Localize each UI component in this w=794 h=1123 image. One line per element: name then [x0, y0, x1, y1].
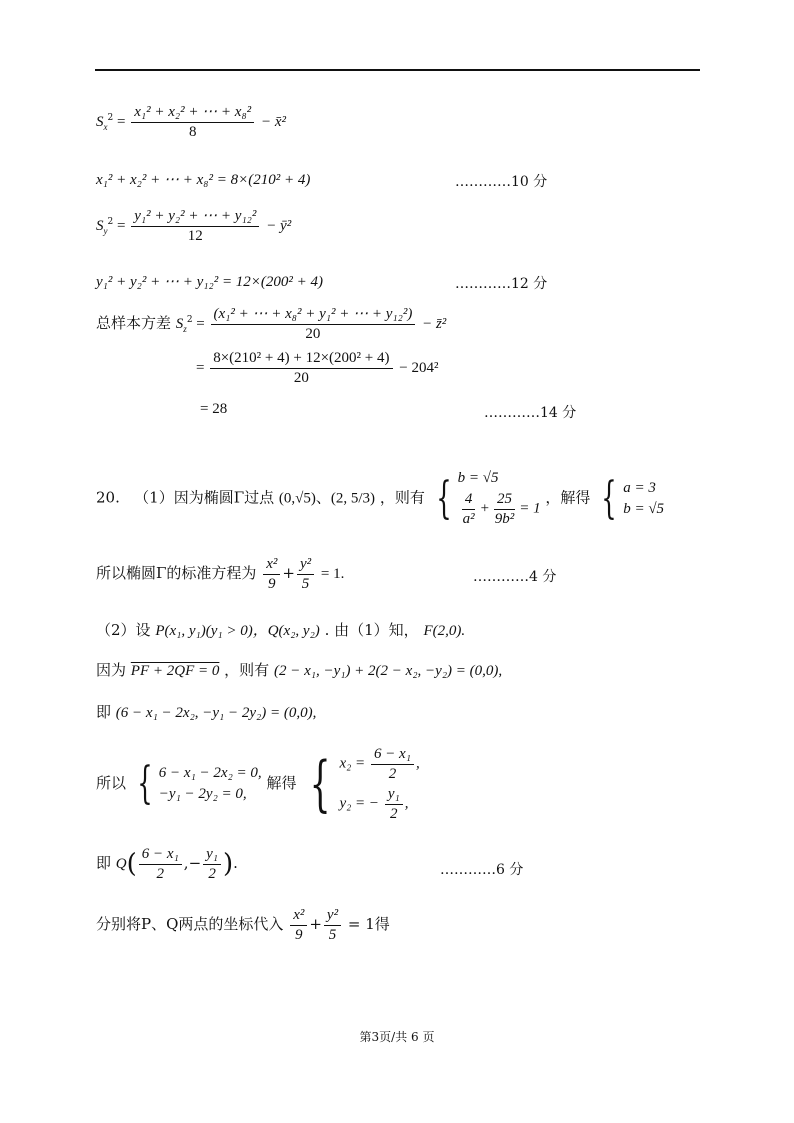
total-denominator: 20: [305, 325, 321, 342]
q-num2: y₁: [203, 846, 221, 865]
x2-lhs: x₂ =: [339, 755, 366, 772]
q20-part1-text: （1）因为椭圆Γ过点: [134, 488, 275, 507]
y2-den: 2: [390, 805, 398, 822]
q20-system-2: { 6 − x₁ − 2x₂ = 0, −y₁ − 2y₂ = 0,: [137, 758, 262, 809]
substitute-text: 分别将P、Q两点的坐标代入: [96, 915, 284, 933]
q20-solve: ，解得: [545, 488, 591, 507]
y2-lhs: y₂ = −: [339, 795, 380, 812]
ji-equation: (6 − x₁ − 2x₂, −y₁ − 2y₂) = (0,0),: [115, 705, 317, 721]
q-num1: 6 − x₁: [139, 846, 182, 865]
total-variance-formula: 总样本方差 $S_z^2$ = $\frac{\text{(x₁² + ⋯ + x₈² + y₁² + ⋯ + y₁₂²)}}{20}$ − z̄²: [96, 306, 447, 342]
because-text: 因为: [96, 661, 127, 679]
q20-system-1: { b = √5 $\frac{4}{\text{a²}}$ + $\frac{25}{\text{9b²}}$ = 1: [435, 470, 541, 527]
q20-system-2-line: [96, 746, 420, 822]
q-den1: 2: [156, 865, 165, 882]
sys1-num2: 25: [494, 491, 515, 510]
sys1-den2: 9b²: [494, 510, 515, 527]
sys1-eq-a: b = √5: [457, 470, 499, 486]
sx-variance-formula: $S_x^2$ = $\frac{\text{x₁² + x₂² + ⋯ + x₈²}}{8}$ − x̄²: [96, 104, 286, 140]
total-tail-2: − 204²: [399, 360, 439, 376]
q20-vector-line: [96, 659, 502, 680]
sys1-den1: a²: [462, 510, 475, 527]
sys2-eq-a: 6 − x₁ − 2x₂ = 0,: [158, 765, 262, 781]
sol-b: b = √5: [623, 500, 665, 517]
q20-number: 20.: [96, 488, 120, 507]
jiede-text: 解得: [266, 774, 297, 792]
part2-from: . 由（1）知，: [324, 621, 419, 639]
sys2-eq-b: −y₁ − 2y₂ = 0,: [158, 786, 247, 802]
total-denominator-2: 20: [293, 369, 309, 386]
sy-tail: − ȳ²: [266, 218, 292, 234]
vector-coords: (2 − x₁, −y₁) + 2(2 − x₂, −y₂) = (0,0),: [273, 663, 503, 679]
q20-part2: [96, 619, 465, 640]
score-12: …………12 分: [455, 276, 548, 292]
q20-solution-2: { x₂ = $\frac{\text{6 − x₁}}{2}$ , y₂ = − $\frac{\text{y₁}}{2}$ ,: [309, 746, 420, 822]
then-has: ，则有: [224, 661, 270, 679]
x2-num: 6 − x₁: [371, 746, 414, 765]
y2-num: y₁: [385, 786, 403, 805]
sys1-tail: = 1: [519, 500, 541, 517]
score-10: …………10 分: [455, 174, 548, 190]
q20-part1: [96, 470, 664, 527]
ji-q-text: 即: [96, 854, 112, 872]
header-rule: [95, 69, 700, 71]
part2-text: （2）设: [96, 621, 151, 639]
std-text: 所以椭圆Γ的标准方程为: [96, 564, 257, 582]
sy-numerator: y₁² + y₂² + ⋯ + y₁₂²: [131, 208, 259, 227]
sx-denominator: 8: [188, 123, 197, 140]
suoyi-text: 所以: [96, 774, 127, 792]
x2-den: 2: [388, 765, 397, 782]
q20-ji-line: [96, 701, 316, 722]
ji-text: 即: [96, 703, 112, 721]
sx-tail: − x̄²: [260, 114, 286, 130]
q20-q-coordinates: 即 Q( $\frac{\text{6 − x₁}}{2}$ ,− $\frac{\text{y₁}}{2}$ ).: [96, 846, 238, 882]
score-6: …………6 分: [440, 862, 524, 878]
sys1-num1: 4: [462, 491, 476, 510]
sum-y-equation: y₁² + y₂² + ⋯ + y₁₂² = 12×(200² + 4): [96, 274, 324, 290]
vector-equation: PF + 2QF = 0: [130, 663, 220, 679]
q20-points: (0,√5)、(2, 5/3): [278, 490, 376, 507]
substitute-tail: = 1得: [347, 915, 390, 933]
score-4: …………4 分: [473, 569, 557, 585]
std-tail: = 1.: [320, 566, 345, 582]
total-variance-label: 总样本方差: [96, 314, 172, 332]
sol-a: a = 3: [623, 479, 656, 496]
total-numerator-2: 8×(210² + 4) + 12×(200² + 4): [210, 350, 392, 369]
y2-solution: y₂ = − $\frac{\text{y₁}}{2}$ ,: [339, 786, 409, 822]
sy-denominator: 12: [187, 227, 203, 244]
x2-solution: x₂ = $\frac{\text{6 − x₁}}{2}$ ,: [339, 746, 420, 782]
total-numerator: (x₁² + ⋯ + x₈² + y₁² + ⋯ + y₁₂²): [211, 306, 416, 325]
score-14: …………14 分: [484, 405, 577, 421]
q20-substitute: 分别将P、Q两点的坐标代入 $\frac{\text{x²}}{9}$ + $\frac{\text{y²}}{5}$ = 1得: [96, 907, 390, 943]
page-footer: 第3页/共 6 页: [359, 1030, 435, 1044]
total-variance-result: = 28: [200, 401, 228, 417]
sx-numerator: x₁² + x₂² + ⋯ + x₈²: [131, 104, 254, 123]
q20-standard-equation: 所以椭圆Γ的标准方程为 $\frac{\text{x²}}{9}$ + $\frac{\text{y²}}{5}$ = 1.: [96, 556, 345, 592]
sum-x-equation: x₁² + x₂² + ⋯ + x₈² = 8×(210² + 4): [96, 172, 311, 188]
q-label: Q: [115, 856, 127, 872]
q-den2: 2: [208, 865, 216, 882]
sys1-eq-b: $\frac{4}{\text{a²}}$ + $\frac{25}{\text{9b²}}$ = 1: [458, 491, 541, 527]
q20-solution-1: { a = 3 b = √5: [601, 472, 665, 524]
part2-points: P(x₁, y₁)(y₁ > 0)，Q(x₂, y₂): [155, 623, 320, 639]
q20-then: ，则有: [379, 488, 425, 507]
total-tail: − z̄²: [422, 316, 447, 332]
part2-focus: F(2,0).: [423, 623, 466, 639]
sy-variance-formula: $S_y^2$ = $\frac{\text{y₁² + y₂² + ⋯ + y₁₂²}}{12}$ − ȳ²: [96, 208, 292, 244]
total-variance-step2: = $\frac{\text{8×(210² + 4) + 12×(200² + 4)}}{20}$ − 204²: [196, 350, 439, 386]
